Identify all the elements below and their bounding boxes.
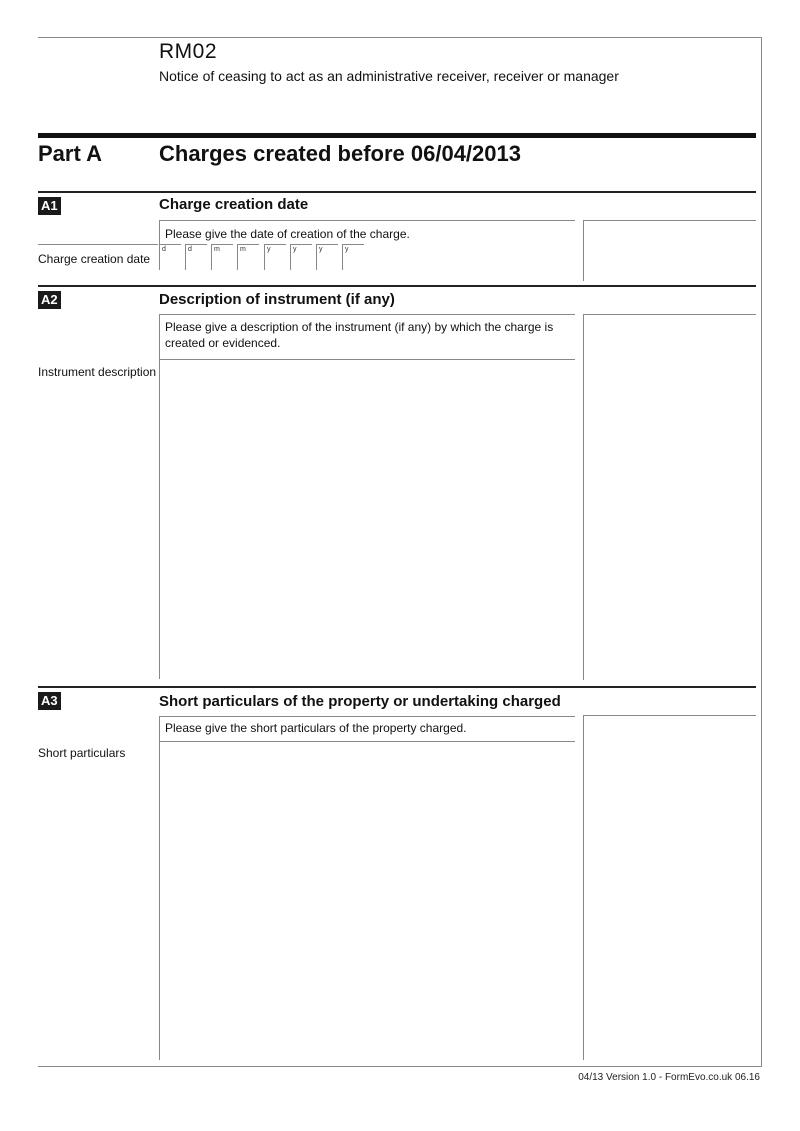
instrument-description-label: Instrument description: [38, 365, 157, 379]
section-a1-title: Charge creation date: [159, 196, 309, 213]
section-a1-rule: [38, 191, 756, 193]
section-a3-title: Short particulars of the property or undertaking charged: [159, 693, 561, 710]
section-a3-rule: [38, 686, 756, 688]
date-year-4[interactable]: [342, 244, 364, 270]
date-placeholder: d: [188, 246, 192, 253]
part-rule: [38, 133, 756, 138]
top-rule: [38, 37, 762, 38]
date-placeholder: y: [267, 246, 271, 253]
a2-instr-bottom: [159, 359, 575, 360]
date-day-1[interactable]: [159, 244, 181, 270]
section-a2-instruction: Please give a description of the instrument (if any) by which the charge is created or evidenced.: [165, 320, 554, 350]
short-particulars-label: Short particulars: [38, 746, 126, 760]
a3-instr-top: [159, 716, 575, 717]
date-placeholder: d: [162, 246, 166, 253]
date-year-1[interactable]: [264, 244, 286, 270]
section-a1-badge: A1: [38, 197, 61, 215]
section-a3-side-panel: [583, 715, 756, 1060]
form-title: Notice of ceasing to act as an administrative receiver, receiver or manager: [159, 68, 619, 84]
instrument-description-field[interactable]: [159, 359, 161, 679]
bottom-rule: [38, 1066, 762, 1067]
form-code: RM02: [159, 40, 218, 63]
section-a3-badge: A3: [38, 692, 61, 710]
section-a2-rule: [38, 285, 756, 287]
date-year-2[interactable]: [290, 244, 312, 270]
date-year-3[interactable]: [316, 244, 338, 270]
section-a1-instruction: Please give the date of creation of the charge.: [165, 227, 410, 241]
section-a2-title: Description of instrument (if any): [159, 291, 395, 308]
date-month-1[interactable]: [211, 244, 233, 270]
date-placeholder: y: [293, 246, 297, 253]
a2-instr-top: [159, 314, 575, 315]
page-right-border: [761, 37, 762, 1067]
a1-instr-left: [159, 220, 160, 244]
section-a1-side-panel: [583, 220, 756, 281]
short-particulars-field[interactable]: [159, 741, 161, 1060]
date-placeholder: m: [240, 246, 246, 253]
date-day-2[interactable]: [185, 244, 207, 270]
footer-version: 04/13 Version 1.0 - FormEvo.co.uk 06.16: [578, 1072, 760, 1083]
date-placeholder: y: [345, 246, 349, 253]
section-a2-side-panel: [583, 314, 756, 680]
date-placeholder: y: [319, 246, 323, 253]
a3-instr-bottom: [159, 741, 575, 742]
date-placeholder: m: [214, 246, 220, 253]
date-month-2[interactable]: [237, 244, 259, 270]
a2-instr-left: [159, 314, 160, 360]
a1-instr-bottom: [38, 244, 158, 245]
a3-instr-left: [159, 716, 160, 741]
section-a2-badge: A2: [38, 291, 61, 309]
part-title: Charges created before 06/04/2013: [159, 141, 521, 166]
section-a3-instruction: Please give the short particulars of the property charged.: [165, 721, 467, 735]
part-label: Part A: [38, 141, 102, 166]
a1-instr-top: [159, 220, 575, 221]
charge-creation-date-label: Charge creation date: [38, 252, 151, 266]
